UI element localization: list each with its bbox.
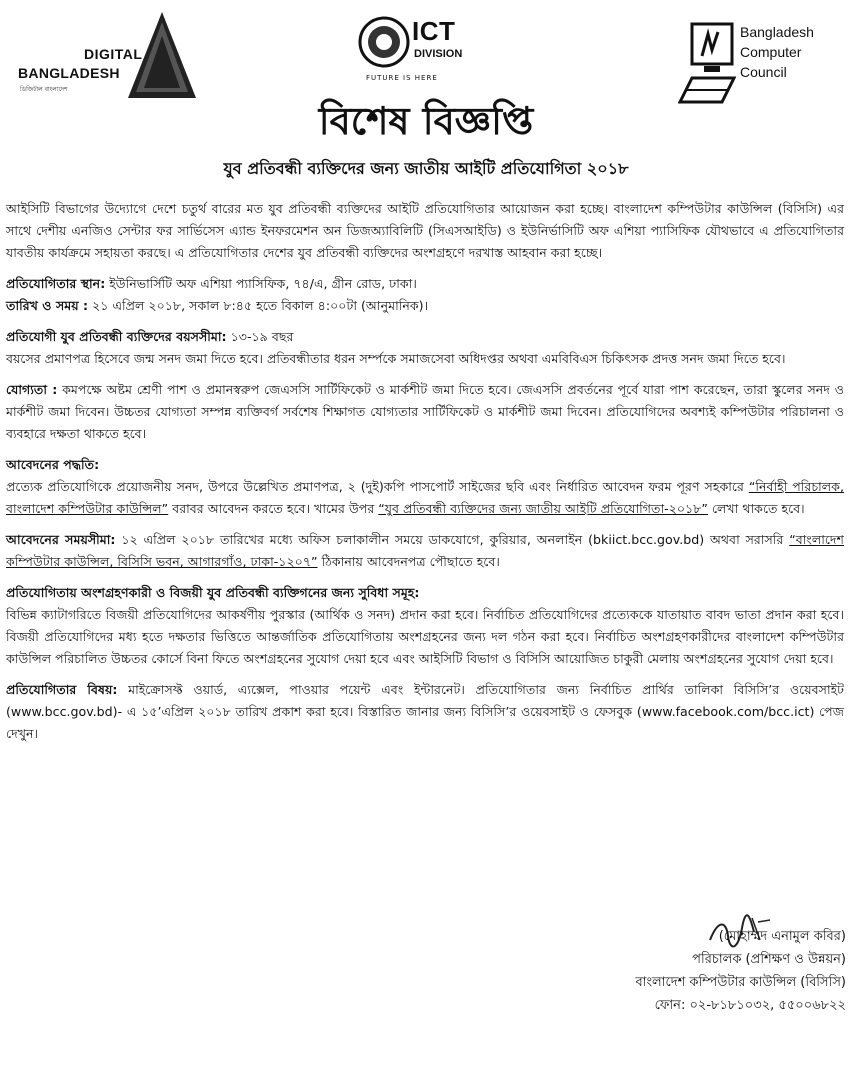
- age-label: প্রতিযোগী যুব প্রতিবন্ধী ব্যক্তিদের বয়সসীমা:: [6, 329, 227, 344]
- qualification-label: যোগ্যতা :: [6, 382, 58, 397]
- subjects-label: প্রতিযোগিতার বিষয়:: [6, 682, 118, 697]
- bangladesh-text: BANGLADESH: [18, 65, 120, 81]
- bcc-line2: Computer: [740, 44, 802, 60]
- government-seal-icon: [358, 16, 410, 68]
- ict-division-logo: [352, 14, 502, 89]
- signatory-designation: পরিচালক (প্রশিক্ষণ ও উন্নয়ন): [692, 952, 846, 967]
- deadline-paragraph: [6, 529, 844, 573]
- deadline-label: আবেদনের সময়সীমা:: [6, 532, 116, 547]
- signatory-organization: বাংলাদেশ কম্পিউটার কাউন্সিল (বিসিসি): [635, 975, 846, 990]
- ict-tagline: FUTURE IS HERE: [366, 74, 438, 82]
- qualification-text: কমপক্ষে অষ্টম শ্রেণী পাশ ও প্রমানস্বরুপ জেএসসি সার্টিফিকেট ও মার্কশীট জমা দিতে হবে। জেএসসি প্রবর্তনের পূর্বে যারা পাশ করেছেন, তারা স্কুলের সনদ ও মার্কশীট জমা দিবেন। উচ্চতর যোগ্যতা সম্পন্ন ব্যক্তিবর্গ সর্বশেষ শিক্ষাগত যোগ্যতার সার্টিফিকেট ও মার্কশীট জমা দিবেন। প্রতিযোগিদের অবশ্যই কম্পিউটার পরিচালনা ও ব্যবহারে দক্ষতা থাকতে হবে।: [6, 382, 844, 441]
- venue-value: ইউনিভার্সিটি অফ এশিয়া প্যাসিফিক, ৭৪/এ, গ্রীন রোড, ঢাকা।: [105, 276, 417, 291]
- deadline-address: “বাংলাদেশ কম্পিউটার কাউন্সিল, বিসিসি ভবন, আগারগাঁও, ঢাকা-১২০৭”: [6, 532, 844, 569]
- bcc-line1: Bangladesh: [740, 24, 814, 40]
- benefits-heading: প্রতিযোগিতায় অংশগ্রহণকারী ও বিজয়ী যুব প্রতিবন্ধী ব্যক্তিগনের জন্য সুবিধা সমূহ:: [6, 585, 420, 600]
- notice-title: বিশেষ বিজ্ঞপ্তি: [318, 99, 534, 143]
- contact-phone: ফোন: ০২-৮১৮১০৩২, ৫৫০০৬৮২২: [654, 998, 846, 1013]
- datetime-line: [6, 295, 844, 317]
- deadline-part2: ঠিকানায় আবেদনপত্র পৌছাতে হবে।: [317, 554, 500, 569]
- division-text: DIVISION: [414, 48, 463, 60]
- facebook-link[interactable]: (www.facebook.com/bcc.ict): [636, 704, 815, 719]
- apply-part3: লেখা থাকতে হবে।: [707, 501, 805, 516]
- notice-subtitle: যুব প্রতিবন্ধী ব্যক্তিদের জন্য জাতীয় আইটি প্রতিযোগিতা ২০১৮: [223, 159, 629, 178]
- apply-part1: প্রত্যেক প্রতিযোগিকে প্রয়োজনীয় সনদ, উপরে উল্লেখিত প্রমাণপত্র, ২ (দুই)কপি পাসপোর্ট সাইজের ছবি এবং নির্ধারিত আবেদন ফরম পূরণ সহকারে: [6, 479, 749, 494]
- benefits-paragraph: বিভিন্ন ক্যাটাগরিতে বিজয়ী প্রতিযোগিদের আকর্ষণীয় পুরস্কার (আর্থিক ও সনদ) প্রদান করা হবে। নির্বাচিত প্রতিযোগিদের প্রত্যেককে যাতায়াত বাবদ ভাতা প্রদান করা হবে। বিজয়ী প্রতিযোগিদের মধ্য হতে দক্ষতার ভিত্তিতে আন্তর্জাতিক প্রতিযোগিতায় অংশগ্রহনের জন্য দল গঠন করা হবে। নির্বাচিত অংশগ্রহণকারীদের বাংলাদেশ কম্পিউটার কাউন্সিল পরিচালিত উচ্চতর কোর্সে বিনা ফিতে অংশগ্রহনের সুযোগ দেয়া হবে এবং আইসিটি বিভাগ ও বিসিসি আয়োজিত চাকুরী মেলায় অংশগ্রহনের সুযোগ দেয়া হবে।: [6, 607, 844, 666]
- subjects-part2: এ ১৫’এপ্রিল ২০১৮ তারিখ প্রকাশ করা হবে। বিস্তারিত জানার জন্য বিসিসি’র ওয়েবসাইট ও ফেসবুক: [122, 704, 637, 719]
- datetime-label: তারিখ ও সময় :: [6, 298, 89, 313]
- signature-block: [635, 925, 846, 1017]
- bcc-line3: Council: [740, 64, 787, 80]
- age-value: ১৩-১৯ বছর: [226, 329, 294, 344]
- bcc-website-link[interactable]: (www.bcc.gov.bd)-: [6, 704, 123, 719]
- subjects-part1: মাইক্রোসফ্ট ওয়ার্ড, এ্যক্সেল, পাওয়ার পয়েন্ট এবং ইন্টারনেট। প্রতিযোগিতার জন্য নির্বাচিত প্রার্থির তালিকা বিসিসি’র ওয়েবসাইট: [117, 682, 845, 697]
- apply-paragraph: [6, 476, 844, 520]
- digital-text: DIGITAL: [84, 46, 143, 62]
- signatory-name: (মোহাম্মদ এনামুল কবির): [718, 929, 846, 944]
- apply-envelope: “যুব প্রতিবন্ধী ব্যক্তিদের জন্য জাতীয় আইটি প্রতিযোগিতা-২০১৮”: [378, 501, 708, 516]
- venue-label: প্রতিযোগিতার স্থান:: [6, 276, 106, 291]
- age-line: [6, 326, 844, 348]
- deadline-part1: ১২ এপ্রিল ২০১৮ তারিখের মধ্যে অফিস চলাকালীন সময়ে ডাকযোগে, কুরিয়ার, অনলাইন (bkiict.bcc.gov.bd) অথবা সরাসরি: [115, 532, 790, 547]
- qualification-paragraph: [6, 379, 844, 445]
- notice-body: [6, 198, 844, 754]
- intro-paragraph: আইসিটি বিভাগের উদ্যোগে দেশে চতুর্থ বারের মত যুব প্রতিবন্ধী ব্যক্তিদের আইটি প্রতিযোগিতার আয়োজন করা হচ্ছে। বাংলাদেশ কম্পিউটার কাউন্সিল (বিসিসি) এর সাথে দেশীয় এনজিও সেন্টার ফর সার্ভিসেস এ্যান্ড ইনফরমেশন অন ডিজঅ্যাবিলিটি (সিএসআইডি) ও ইউনির্ভাসিটি অফ এশিয়া প্যাসিফিক যৌথভাবে এ প্রতিযোগিতার যাবতীয় কার্যক্রমে সহায়তা করছে। এ প্রতিযোগিতার দেশের যুব প্রতিবন্ধী ব্যক্তিদের অংশগ্রহণে দরখাস্ত আহবান করা হচ্ছে।: [6, 201, 844, 260]
- age-requirements: বয়সের প্রমাণপত্র হিসেবে জন্ম সনদ জমা দিতে হবে। প্রতিবন্ধীতার ধরন সর্ম্পকে সমাজসেবা অধিদপ্তর অথবা এমবিবিএস চিকিৎসক প্রদত্ত সনদ জমা দিতে হবে।: [6, 351, 786, 366]
- apply-part2: বরাবর আবেদন করতে হবে। খামের উপর: [168, 501, 379, 516]
- ict-text: ICT: [412, 16, 456, 46]
- subjects-part3: পেজ দেখুন।: [6, 704, 844, 741]
- digital-bangladesh-logo: [14, 10, 204, 105]
- apply-addressee: “নির্বাহী পরিচালক, বাংলাদেশ কম্পিউটার কাউন্সিল”: [6, 479, 844, 516]
- datetime-value: ২১ এপ্রিল ২০১৮, সকাল ৮:৪৫ হতে বিকাল ৪:০০টা (আনুমানিক)।: [88, 298, 429, 313]
- venue-line: [6, 273, 844, 295]
- subjects-paragraph: [6, 679, 844, 745]
- apply-heading: আবেদনের পদ্ধতি:: [6, 457, 100, 472]
- digital-tagline: ডিজিটাল বাংলাদেশ: [20, 86, 68, 93]
